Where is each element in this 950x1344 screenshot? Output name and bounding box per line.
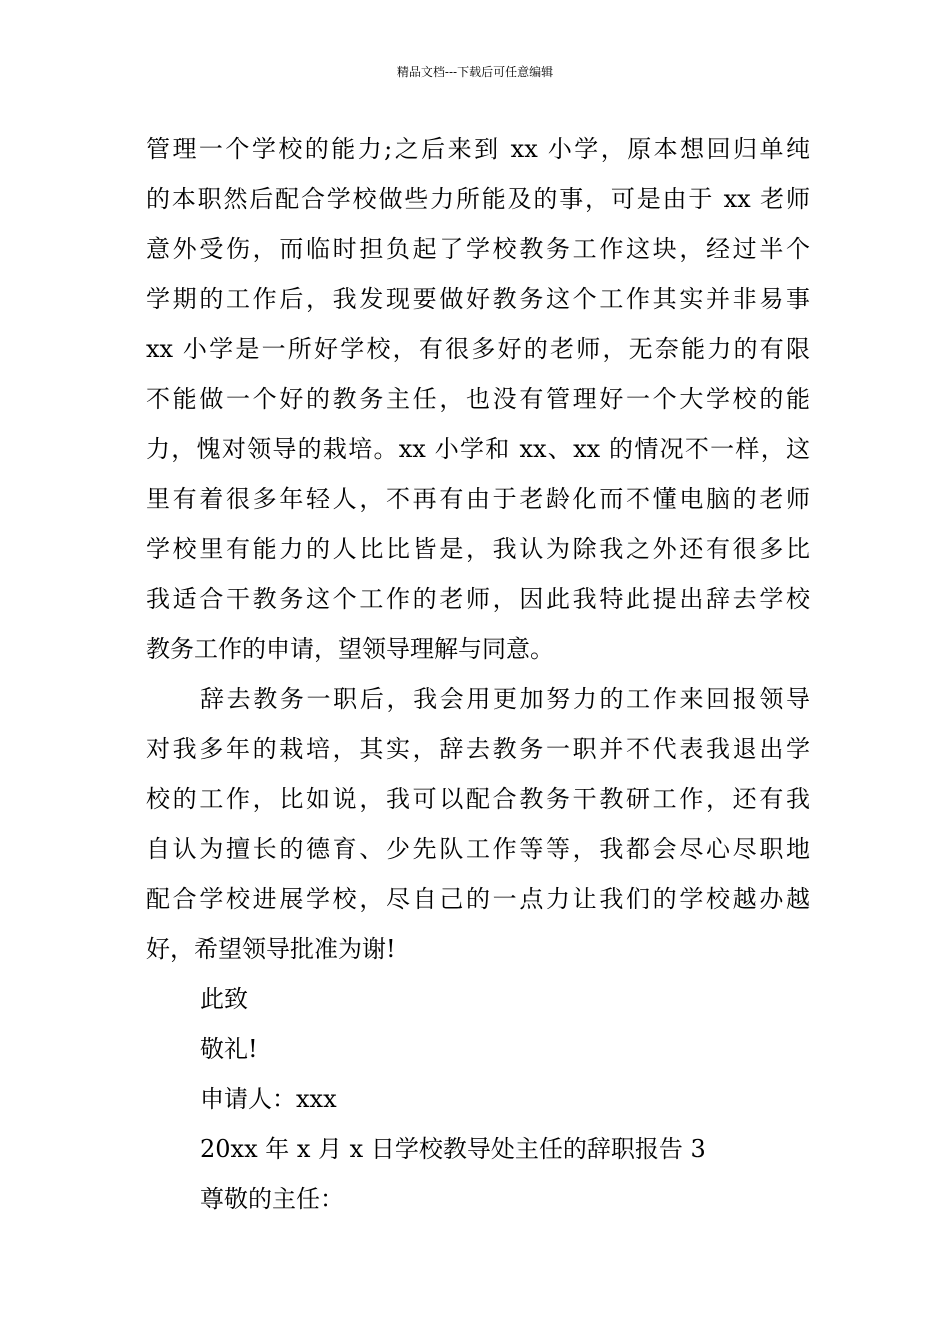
regards-line: 敬礼! <box>200 1035 258 1063</box>
text-line: 对我多年的栽培，其实，辞去教务一职并不代表我退出学 <box>146 735 810 763</box>
text-line: 校的工作，比如说，我可以配合教务干教研工作，还有我 <box>146 785 810 813</box>
text-line: 学校里有能力的人比比皆是，我认为除我之外还有很多比 <box>146 535 810 563</box>
text-line: 我适合干教务这个工作的老师，因此我特此提出辞去学校 <box>146 585 810 613</box>
text-line: 不能做一个好的教务主任，也没有管理好一个大学校的能 <box>146 385 810 413</box>
paragraph-2 <box>146 674 810 974</box>
text-line: xx 小学是一所好学校，有很多好的老师，无奈能力的有限 <box>146 335 810 363</box>
salutation-line: 此致 <box>200 985 248 1013</box>
text-line: 教务工作的申请，望领导理解与同意。 <box>146 635 554 663</box>
text-line: 意外受伤，而临时担负起了学校教务工作这块，经过半个 <box>146 235 810 263</box>
closing-block <box>146 974 810 1224</box>
applicant-line: 申请人：xxx <box>200 1085 337 1113</box>
page-header: 精品文档---下载后可任意编辑 <box>396 65 554 79</box>
paragraph-1 <box>146 124 810 674</box>
text-line: 学期的工作后，我发现要做好教务这个工作其实并非易事 <box>146 285 810 313</box>
date-title-line: 20xx 年 x 月 x 日学校教导处主任的辞职报告 3 <box>200 1135 706 1163</box>
text-line: 的本职然后配合学校做些力所能及的事，可是由于 xx 老师 <box>146 185 810 213</box>
text-line: 力，愧对领导的栽培。xx 小学和 xx、xx 的情况不一样，这 <box>146 435 810 463</box>
text-line: 辞去教务一职后，我会用更加努力的工作来回报领导 <box>200 685 810 713</box>
text-line: 里有着很多年轻人，不再有由于老龄化而不懂电脑的老师 <box>146 485 810 513</box>
text-line: 自认为擅长的德育、少先队工作等等，我都会尽心尽职地 <box>146 835 810 863</box>
greeting-line: 尊敬的主任： <box>200 1185 344 1213</box>
document-body <box>146 124 810 1224</box>
text-line: 管理一个学校的能力;之后来到 xx 小学，原本想回归单纯 <box>146 135 810 163</box>
text-line: 好，希望领导批准为谢! <box>146 935 396 963</box>
text-line: 配合学校进展学校，尽自己的一点力让我们的学校越办越 <box>146 885 810 913</box>
